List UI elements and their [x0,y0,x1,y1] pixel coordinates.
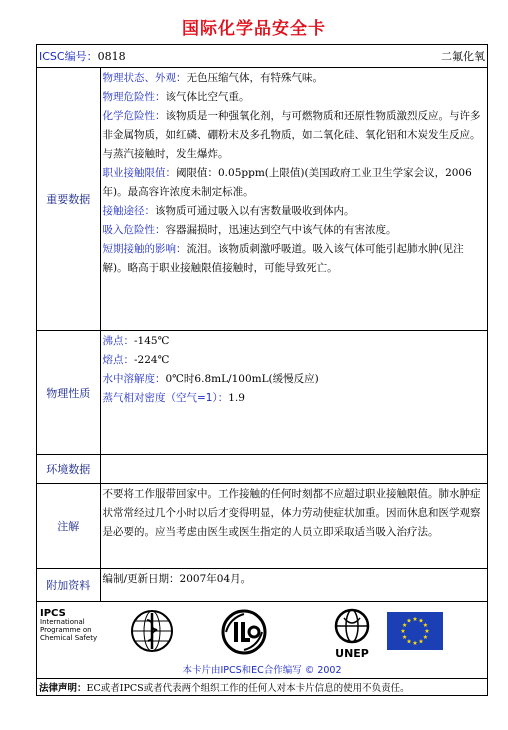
icsc-row [37,45,488,68]
physical-properties-row [37,331,488,455]
credit-text: 本卡片由IPCS和EC合作编写 © 2002 [182,665,342,676]
important-item-value: 该气体比空气重。 [165,91,250,103]
eu-flag-icon [387,612,443,650]
card-title: 国际化学品安全卡 [182,19,326,39]
important-item-value: 容器漏损时，迅速达到空气中该气体的有害浓度。 [165,224,397,236]
ipcs-title: IPCS [40,608,66,619]
physical-item-value: -224℃ [134,354,170,366]
important-data-row [37,68,488,331]
physical-item-value: -145℃ [134,335,170,347]
physical-item [103,370,486,389]
environment-label: 环境数据 [37,455,101,484]
important-data-label: 重要数据 [37,68,101,331]
notes-label: 注解 [37,484,101,569]
important-item [103,107,486,164]
additional-row [37,569,488,602]
physical-item [103,351,486,370]
important-item-key: 短期接触的影响： [102,243,187,255]
important-item-value: 阈限值：0.05ppm(上限值)(美国政府工业卫生学家会议，2006年)。最高容许浓度未制定标准。 [102,167,472,198]
environment-content [100,455,488,484]
ipcs-line: International [40,618,85,626]
important-item-value: 该物质是一种强氧化剂，与可燃物质和还原性物质激烈反应。与许多非金属物质，如红磷、硼粉末及多孔物质，如二氧化硅、氧化铝和木炭发生反应。与蒸汽接触时，发生爆炸。 [102,110,481,160]
important-item [103,202,486,221]
physical-item-key: 沸点： [102,335,134,347]
important-item [103,88,486,107]
logos-area [37,602,487,678]
additional-label: 附加资料 [37,569,101,602]
important-item-value: 该物质可通过吸入以有害数量吸收到体内。 [155,205,355,217]
physical-item-key: 水中溶解度： [102,373,166,385]
important-item [103,69,486,88]
important-item-key: 物理状态、外观： [102,72,187,84]
chemical-name: 二氟化氧 [441,50,485,63]
physical-properties-label: 物理性质 [37,331,101,455]
notes-content: 不要将工作服带回家中。工作接触的任何时刻都不应超过职业接触限值。肺水肿症状常常经过几个小时以后才变得明显，体力劳动使症状加重。因而休息和医学观察是必要的。应当考虑由医生或医生指定的人员立即采取适当吸入治疗法。 [100,484,488,569]
important-data-content [100,68,488,331]
physical-properties-content [100,331,488,455]
important-item-key: 职业接触限值： [102,167,176,179]
important-item [103,240,486,278]
ipcs-line: Programme on [40,626,92,634]
icsc-label: ICSC编号： [39,50,98,63]
ilo-logo-icon [220,608,268,656]
important-item [103,221,486,240]
physical-item-key: 蒸气相对密度（空气=1）： [102,392,229,404]
icsc-number: 0818 [97,50,126,63]
ipcs-logo-text [40,610,97,642]
legal-text: EC或者IPCS或者代表两个组织工作的任何人对本卡片信息的使用不负责任。 [86,683,410,694]
unep-label: UNEP [335,647,369,660]
important-item-key: 接触途径： [102,205,155,217]
important-item-key: 吸入危险性： [102,224,166,236]
physical-item-key: 熔点： [102,354,134,366]
important-item-key: 物理危险性： [102,91,166,103]
legal-row [37,679,488,696]
physical-item-value: 1.9 [228,392,245,404]
physical-item [103,389,486,408]
unep-logo-icon [329,608,375,648]
ipcs-line: Chemical Safety [40,634,98,642]
important-item [103,164,486,202]
additional-content: 编制/更新日期：2007年04月。 [100,569,488,602]
important-item-value: 无色压缩气体，有特殊气味。 [186,72,323,84]
important-item-value: 流泪。该物质刺激呼吸道。吸入该气体可能引起肺水肿(见注解)。略高于职业接触限值接触时，可能导致死亡。 [102,243,464,274]
logos-row [37,602,488,679]
safety-card-table [36,44,488,696]
environment-row [37,455,488,484]
physical-item-value: 0℃时6.8mL/100mL(缓慢反应) [165,373,319,385]
physical-item [103,332,486,351]
legal-label: 法律声明： [39,683,87,694]
important-item-key: 化学危险性： [102,110,166,122]
notes-row [37,484,488,569]
who-logo-icon [129,608,175,654]
